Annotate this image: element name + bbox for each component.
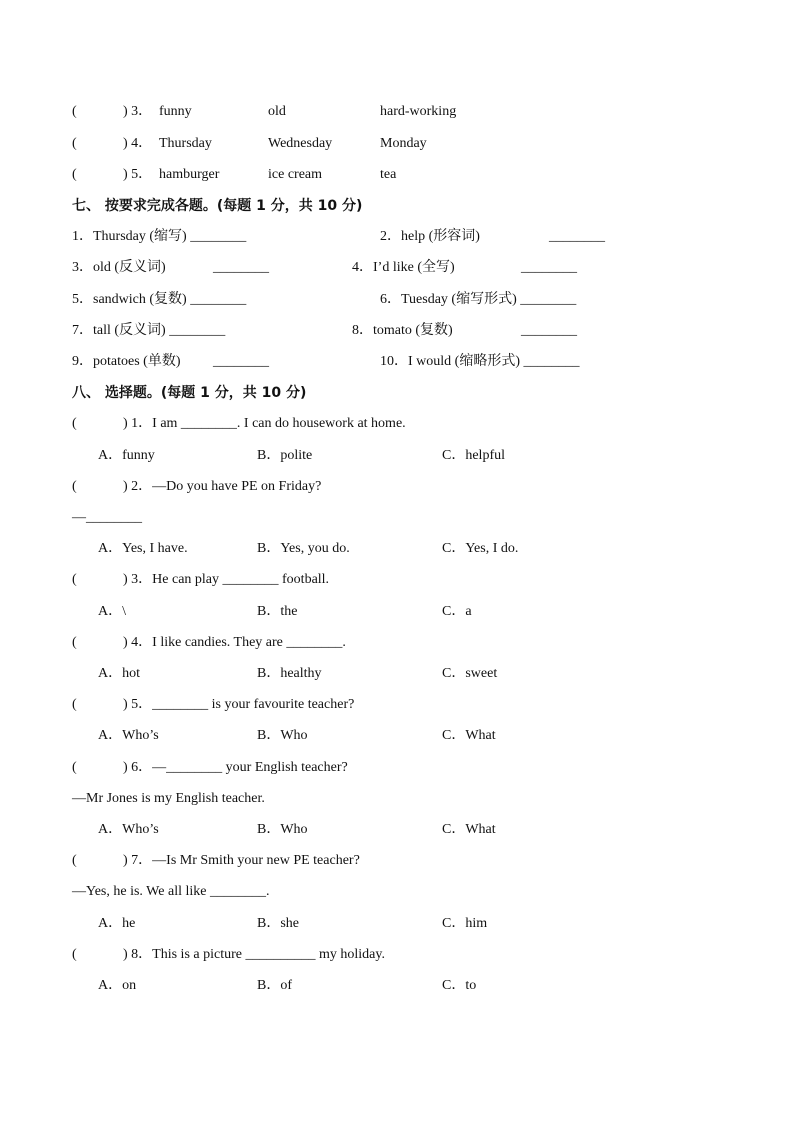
options-row — [0, 539, 794, 559]
option-a: A．Yes, I have. — [98, 541, 188, 556]
option-b: B．of — [257, 978, 292, 993]
conversion-item: 8．tomato (复数) — [352, 323, 453, 338]
conversion-item: 3．old (反义词) — [72, 260, 166, 275]
option-c: C．Yes, I do. — [442, 541, 519, 556]
option-b: B．Yes, you do. — [257, 541, 350, 556]
conversion-row — [0, 227, 794, 247]
question-row — [0, 570, 794, 590]
option-c: C．helpful — [442, 448, 505, 463]
word-option: hard-working — [380, 104, 457, 119]
answer-paren: ( — [72, 479, 77, 494]
option-c: C．What — [442, 822, 496, 837]
options-row — [0, 976, 794, 996]
word-option: Wednesday — [268, 136, 333, 151]
conversion-row — [0, 290, 794, 310]
section-title: 八、 选择题。(每题 1 分，共 10 分) — [72, 385, 307, 401]
answer-blank: ________ — [213, 260, 269, 275]
option-c: C．What — [442, 728, 496, 743]
question-row — [0, 695, 794, 715]
option-b: B．Who — [257, 822, 308, 837]
word-option: hamburger — [159, 167, 220, 182]
word-row — [0, 134, 794, 154]
option-b: B．polite — [257, 448, 313, 463]
answer-paren: ( — [72, 104, 77, 119]
question-row — [0, 633, 794, 653]
question-number: ) 5． — [123, 167, 153, 182]
options-row — [0, 664, 794, 684]
question-stem: ) 3．He can play ________ football. — [123, 572, 330, 587]
answer-paren: ( — [72, 572, 77, 587]
question-stem: ) 1．I am ________. I can do housework at home. — [123, 416, 406, 431]
question-stem: ) 7．—Is Mr Smith your new PE teacher? — [123, 853, 360, 868]
question-number: ) 4． — [123, 136, 153, 151]
question-stem: ) 4．I like candies. They are ________. — [123, 635, 346, 650]
word-row — [0, 102, 794, 122]
option-a: A．\ — [98, 604, 126, 619]
word-option: ice cream — [268, 167, 323, 182]
reply-line: —________ — [72, 510, 142, 525]
question-row — [0, 945, 794, 965]
answer-blank: ________ — [521, 323, 577, 338]
answer-paren: ( — [72, 635, 77, 650]
reply-row — [0, 508, 794, 528]
question-stem: ) 6．—________ your English teacher? — [123, 760, 348, 775]
answer-paren: ( — [72, 416, 77, 431]
section-heading — [0, 196, 794, 216]
option-c: C．a — [442, 604, 472, 619]
answer-paren: ( — [72, 136, 77, 151]
answer-blank: ________ — [213, 354, 269, 369]
options-row — [0, 446, 794, 466]
answer-blank: ________ — [549, 229, 605, 244]
conversion-row — [0, 321, 794, 341]
question-number: ) 3． — [123, 104, 153, 119]
conversion-item: 9．potatoes (单数) — [72, 354, 181, 369]
answer-paren: ( — [72, 167, 77, 182]
word-option: Thursday — [159, 136, 212, 151]
word-option: old — [268, 104, 286, 119]
reply-row — [0, 882, 794, 902]
reply-line: —Mr Jones is my English teacher. — [72, 791, 265, 806]
conversion-item: 5．sandwich (复数) ________ — [72, 292, 247, 307]
option-b: B．healthy — [257, 666, 322, 681]
conversion-item: 1．Thursday (缩写) ________ — [72, 229, 247, 244]
question-stem: ) 5．________ is your favourite teacher? — [123, 697, 355, 712]
question-row — [0, 477, 794, 497]
conversion-item: 2．help (形容词) — [380, 229, 480, 244]
reply-row — [0, 789, 794, 809]
options-row — [0, 914, 794, 934]
option-a: A．hot — [98, 666, 140, 681]
question-row — [0, 851, 794, 871]
option-b: B．she — [257, 916, 299, 931]
options-row — [0, 602, 794, 622]
question-row — [0, 414, 794, 434]
option-a: A．he — [98, 916, 136, 931]
word-row — [0, 165, 794, 185]
option-a: A．funny — [98, 448, 155, 463]
reply-line: —Yes, he is. We all like ________. — [72, 884, 270, 899]
options-row — [0, 726, 794, 746]
answer-paren: ( — [72, 760, 77, 775]
question-row — [0, 758, 794, 778]
option-a: A．Who’s — [98, 728, 159, 743]
conversion-item: 10．I would (缩略形式) ________ — [380, 354, 580, 369]
option-b: B．Who — [257, 728, 308, 743]
conversion-item: 7．tall (反义词) ________ — [72, 323, 226, 338]
answer-paren: ( — [72, 947, 77, 962]
answer-paren: ( — [72, 853, 77, 868]
answer-blank: ________ — [521, 260, 577, 275]
answer-paren: ( — [72, 697, 77, 712]
option-c: C．to — [442, 978, 477, 993]
conversion-row — [0, 352, 794, 372]
word-option: funny — [159, 104, 192, 119]
word-option: Monday — [380, 136, 427, 151]
section-heading — [0, 383, 794, 403]
conversion-item: 6．Tuesday (缩写形式) ________ — [380, 292, 577, 307]
option-a: A．on — [98, 978, 137, 993]
option-a: A．Who’s — [98, 822, 159, 837]
question-stem: ) 8．This is a picture __________ my holiday. — [123, 947, 385, 962]
conversion-row — [0, 258, 794, 278]
word-option: tea — [380, 167, 397, 182]
option-c: C．him — [442, 916, 488, 931]
conversion-item: 4．I’d like (全写) — [352, 260, 455, 275]
option-c: C．sweet — [442, 666, 498, 681]
options-row — [0, 820, 794, 840]
section-title: 七、 按要求完成各题。(每题 1 分，共 10 分) — [72, 198, 363, 214]
option-b: B．the — [257, 604, 298, 619]
question-stem: ) 2．—Do you have PE on Friday? — [123, 479, 322, 494]
